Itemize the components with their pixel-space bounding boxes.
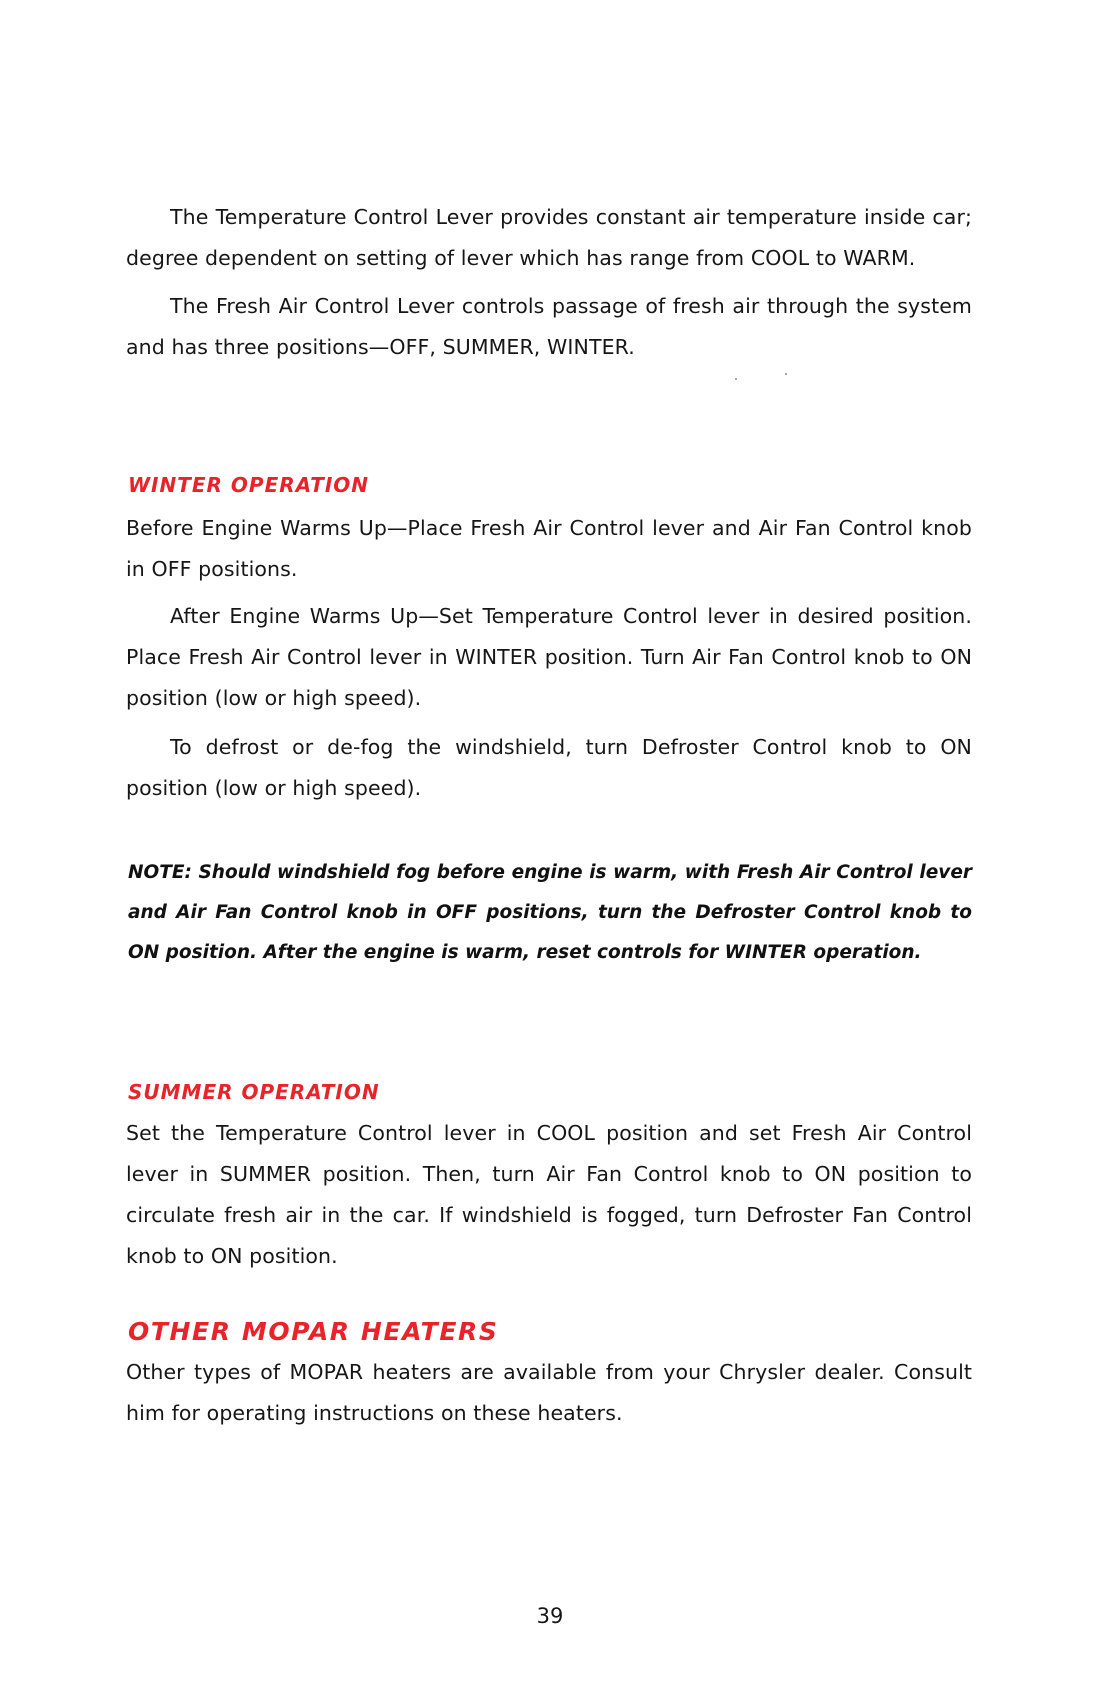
other-mopar-heaters-heading: OTHER MOPAR HEATERS xyxy=(128,1317,499,1346)
summer-operation-paragraph: Set the Temperature Control lever in COOL position and set Fresh Air Control lever in SUMMER position. Then, turn Air Fan Control knob to ON position to circulate fresh air in the car. If windshield is fogged, turn Defroster Fan Control knob to ON position. xyxy=(126,1121,972,1268)
winter-defrost-paragraph: To defrost or de-fog the windshield, turn Defroster Control knob to ON position (low or high speed). xyxy=(126,735,972,800)
print-speck xyxy=(735,378,737,380)
summer-operation-heading: SUMMER OPERATION xyxy=(128,1080,380,1104)
page-number: 39 xyxy=(536,1604,564,1628)
temperature-lever-paragraph: The Temperature Control Lever provides constant air temperature inside car; degree dependent on setting of lever which has range from COOL to WARM. xyxy=(126,205,972,270)
fresh-air-lever-paragraph: The Fresh Air Control Lever controls passage of fresh air through the system and has three positions—OFF, SUMMER, WINTER. xyxy=(126,294,972,359)
other-heaters-paragraph: Other types of MOPAR heaters are available from your Chrysler dealer. Consult him for operating instructions on these heaters. xyxy=(126,1360,972,1425)
winter-after-warm-paragraph: After Engine Warms Up—Set Temperature Control lever in desired position. Place Fresh Air Control lever in WINTER position. Turn Air Fan Control knob to ON position (low or high speed). xyxy=(126,604,972,710)
winter-note: NOTE: Should windshield fog before engine is warm, with Fresh Air Control lever and Air Fan Control knob in OFF positions, turn the Defroster Control knob to ON position. After the engine is warm, reset controls for WINTER operation. xyxy=(128,862,972,963)
winter-before-warm-paragraph: Before Engine Warms Up—Place Fresh Air Control lever and Air Fan Control knob in OFF positions. xyxy=(126,516,972,581)
winter-operation-heading: WINTER OPERATION xyxy=(128,473,370,497)
print-speck xyxy=(785,373,787,375)
